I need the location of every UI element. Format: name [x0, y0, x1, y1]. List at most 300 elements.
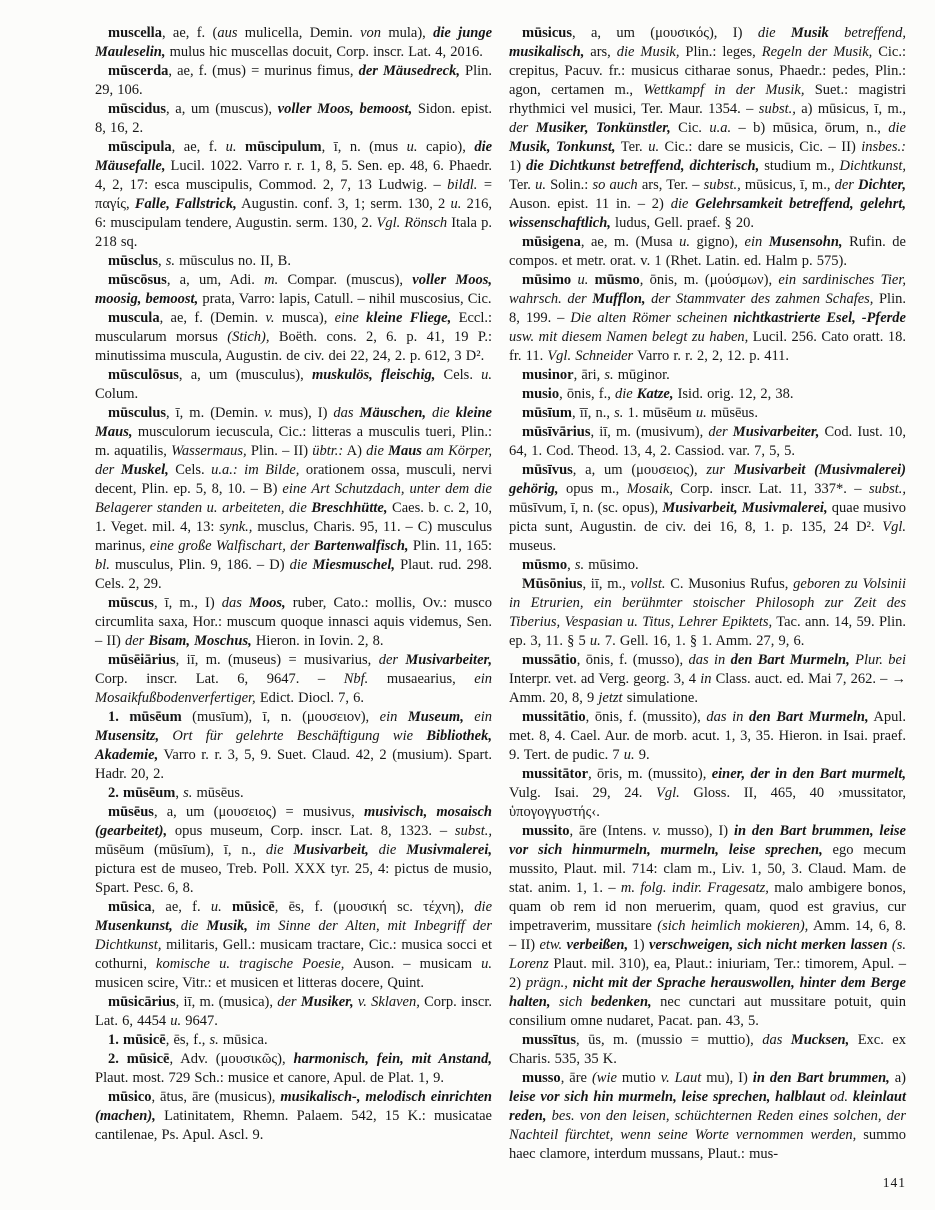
text-run: Miesmuschel, [312, 557, 396, 573]
text-run: mūsimo. [584, 557, 639, 573]
text-run: Bisam, Moschus, [148, 633, 252, 649]
text-run: capio), [417, 139, 475, 155]
text-run: usw. mit diesem Namen belegt zu haben, [509, 329, 749, 345]
text-run: vollst. [630, 576, 666, 592]
text-run: Boëth. cons. 2, 6. p. 41, 19 P.: minutissima muscula, Augustin. de civ. dei 22, 24, 2. p. 612, 3 D². [95, 329, 492, 364]
dictionary-entry [95, 1031, 492, 1050]
text-run: der [509, 120, 536, 136]
text-run: musivisch, mosaisch (gearbeitet), [95, 804, 492, 839]
text-run: Musik [790, 25, 845, 41]
dictionary-entry [95, 594, 492, 651]
text-columns [95, 24, 907, 1164]
text-run: summo haec clamore, interdum mussans, Plaut.: mus- [509, 1127, 906, 1162]
dictionary-entry [509, 461, 906, 556]
text-run: , ī, m., I) [153, 595, 222, 611]
text-run: mussitātio [522, 709, 586, 725]
right-column [509, 24, 906, 1164]
text-run: jetzt [598, 690, 623, 706]
text-run: , āre [560, 1070, 592, 1086]
dictionary-entry [95, 708, 492, 784]
text-run: Eccl.: muscularum morsus [95, 310, 493, 345]
text-run: = παγίς, [95, 177, 492, 212]
text-run: ein [474, 709, 492, 725]
text-run: Compar. (muscus), [278, 272, 413, 288]
text-run: der [708, 424, 733, 440]
text-run: Mufflon, [592, 291, 652, 307]
text-run: die [180, 918, 207, 934]
text-run: die [670, 196, 696, 212]
text-run: mūsigena [522, 234, 581, 250]
text-run: musinor [522, 367, 574, 383]
text-run: subst., [703, 177, 741, 193]
text-run: mutio [621, 1070, 661, 1086]
text-run: Ort für gelehrte Beschäftigung wie [172, 728, 427, 744]
text-run: v. [652, 823, 662, 839]
dictionary-entry [95, 651, 492, 708]
dictionary-entry [509, 385, 906, 404]
text-run: , a, um (musculus), [178, 367, 312, 383]
text-run: subst., [758, 101, 796, 117]
text-run: der [834, 177, 859, 193]
text-run: mūsīvum, ī, n. (sc. opus), [509, 500, 663, 516]
text-run: u. [679, 234, 690, 250]
text-run: in den Bart brummen, leise vor sich hinmurmeln, murmeln, leise sprechen, [509, 823, 906, 858]
text-run: , ae, f. (mus) = murinus fimus, [168, 63, 359, 79]
text-run: so auch [592, 177, 638, 193]
text-run: , a, um, Adi. [166, 272, 265, 288]
text-run: Cod. Iust. 10, 64, 1. Cod. Theod. 13, 4, 2. Cassiod. var. 7, 5, 5. [509, 424, 906, 459]
text-run: Sidon. epist. 8, 16, 2. [95, 101, 493, 136]
text-run: mūsēus. [192, 785, 244, 801]
text-run: Lucil. 1022. Varro r. r. 1, 8, 5. Sen. ep. 48, 6. Phaedr. 4, 2, 17: esca muscipulis, Commod. 2, 7, 13 Ludwig. – [95, 158, 492, 193]
text-run: Maus [388, 443, 427, 459]
text-run: Interpr. vet. ad Verg. georg. 3, 4 [509, 671, 701, 687]
text-run: , ae, m. (Musa [580, 234, 680, 250]
text-run: die [888, 120, 906, 136]
text-run: das in [688, 652, 731, 668]
text-run: geboren zu Volsinii in Etrurien, ein berühmter stoischer Philosoph zur Zeit des Tiberius, Vespasian u. Titus, Lehrer Epiktets, [509, 576, 906, 630]
text-run: mūsīvus [522, 462, 573, 478]
text-run: im Sinne der Alten, mit Inbegriff der Dichtkunst, [95, 918, 493, 953]
text-run: Bartenwalfisch, [313, 538, 409, 554]
text-run: Plin.: leges, [679, 44, 762, 60]
text-run: 1. mūsēum [108, 709, 182, 725]
text-run: Musivarbeit (Musivmalerei) gehörig, [509, 462, 906, 497]
text-run: Katze, [636, 386, 674, 402]
text-run: mūsicārius [108, 994, 176, 1010]
text-run: u. [695, 405, 707, 421]
text-run: Lucil. 256. Cato oratt. 18. fr. 11. [509, 329, 906, 364]
text-run: Suet.: magistri rhythmici vel musici, Ter. Maur. 1354. – [509, 82, 906, 117]
text-run: Apul. met. 8, 4. Cael. Aur. de morb. acut. 1, 3, 35. Hieron. in Isai. praef. 9. Tert. de pudic. 7 [509, 709, 907, 763]
text-run: u. [623, 747, 635, 763]
text-run: nicht mit der Sprache herauswollen, hinter dem Berge halten, [509, 975, 906, 1010]
text-run: (wie [591, 1070, 622, 1086]
text-run: s. [209, 1032, 219, 1048]
text-run: betreffend, [844, 25, 906, 41]
text-run: musicen scire, Vitr.: et musicen et litteras docere, Quint. [95, 975, 425, 991]
text-run: mussito [522, 823, 570, 839]
text-run: u. [535, 177, 546, 193]
text-run: musclus, Charis. 95, 11. – C) musculus marinus, [95, 519, 492, 554]
dictionary-entry [509, 1069, 906, 1164]
text-run: in den Bart brummen, [752, 1070, 890, 1086]
text-run: mūsicus, ī, m., [740, 177, 835, 193]
dictionary-entry [95, 898, 492, 993]
text-run: , Adv. (μουσικῶς), [169, 1051, 294, 1067]
text-run: Ter. [509, 177, 536, 193]
text-run: ego mecum mussito, Plaut. mil. 714: clam m., Liv. 1, 50, 3. Claud. Mam. de stat. anim. 1, 1. – [509, 842, 906, 896]
text-run: Vgl. Schneider [547, 348, 634, 364]
text-run: mūsculus [108, 405, 167, 421]
text-run: Corp. inscr. Lat. 6, 9647. – [95, 671, 344, 687]
left-column [95, 24, 492, 1164]
dictionary-entry [509, 404, 906, 423]
text-run: einer, der in den Bart murmelt, [711, 766, 906, 782]
text-run: , iī, m. (museus) = musivarius, [175, 652, 379, 668]
text-run: eine große Walfischart, der [149, 538, 314, 554]
text-run: , ūs, m. (mussio = muttio), [576, 1032, 763, 1048]
text-run: mūsēus [108, 804, 154, 820]
text-run: , āri, [573, 367, 605, 383]
text-run: Dichter, [858, 177, 906, 193]
text-run: , īī, n., [571, 405, 615, 421]
text-run: den Bart Murmeln, [730, 652, 856, 668]
text-run: s. [604, 367, 614, 383]
text-run: Nbf. [343, 671, 369, 687]
text-run: 7. Gell. 16, 1. § 1. Amm. 27, 9, 6. [600, 633, 805, 649]
text-run: 2. mūsēum [108, 785, 176, 801]
dictionary-entry [95, 993, 492, 1031]
dictionary-entry [509, 556, 906, 575]
text-run: mūsēum (mūsīum), ī, n., [95, 842, 266, 858]
text-run: der [277, 994, 301, 1010]
text-run: u. [648, 139, 660, 155]
text-run: Breschhütte, [311, 500, 388, 516]
text-run: ludus, Gell. praef. § 20. [610, 215, 754, 231]
text-run: den Bart Murmeln, [749, 709, 869, 725]
text-run: Dichtkunst, [839, 158, 906, 174]
text-run: bes. von den leisen, schüchternen Reden eines solchen, der Nachteil fürchtet, wenn seine Worte vernommen werden, [509, 1108, 906, 1143]
text-run: od. [829, 1089, 853, 1105]
dictionary-entry [95, 404, 492, 594]
text-run: ars, [584, 44, 617, 60]
text-run: am Körper, der [95, 443, 492, 478]
text-run: mūsicus [522, 25, 572, 41]
text-run: Caes. b. c. 2, 10, 1. Veget. mil. 4, 13: [95, 500, 492, 535]
text-run: , a, um (μουσειος), [572, 462, 707, 478]
text-run: mūsīvārius [522, 424, 591, 440]
text-run: 2. mūsicē [108, 1051, 170, 1067]
text-run: die [757, 25, 791, 41]
text-run: , iī, m. (musivum), [590, 424, 709, 440]
text-run: nec cunctari aut mussitare potuit, quin consilium omne nudaret, Pacat. pan. 43, 5. [509, 994, 906, 1029]
text-run: die Dichtkunst betreffend, dichterisch, [526, 158, 760, 174]
text-run: Ter. [615, 139, 649, 155]
dictionary-entry [95, 803, 492, 898]
text-run: Musivarbeiter, [405, 652, 492, 668]
text-run: , ātus, āre (musicus), [151, 1089, 281, 1105]
text-run: aus [217, 25, 238, 41]
text-run: Augustin. conf. 3, 1; serm. 130, 2 [236, 196, 451, 212]
dictionary-entry [509, 765, 906, 822]
text-run: , a, um (μουσικός), I) [571, 25, 758, 41]
text-run: mūscōsus [108, 272, 167, 288]
text-run: u. [481, 367, 493, 383]
text-run: Plin. 29, 106. [95, 63, 493, 98]
text-run: Cic.: crepitus, Pacuv. fr.: musicus citharae sonus, Phaedr.: pedes, Plin.: agon, certamen m., [509, 44, 906, 98]
text-run: leise vor sich hin murmeln, leise sprechen, halblaut [509, 1089, 830, 1105]
text-run: Mosaik, [626, 481, 674, 497]
text-run: Auson. epist. 11 in. – 2) [509, 196, 671, 212]
text-run: u. [481, 956, 492, 972]
dictionary-entry [509, 423, 906, 461]
text-run: Regeln der Musik, [761, 44, 873, 60]
text-run: , iī, m., [582, 576, 631, 592]
text-run: m. [264, 272, 279, 288]
text-run: Die alten Römer scheinen [570, 310, 734, 326]
text-run: der Stammvater des zahmen Schafes, [651, 291, 874, 307]
text-run: musculorum iecuscula, Cic.: litteras a musculis tueri, Plin.: m. aquatilis, [95, 424, 492, 459]
text-run: , a, um (μουσειος) = musivus, [153, 804, 364, 820]
text-run: musikalisch, [509, 44, 585, 60]
dictionary-entry [509, 651, 906, 708]
dictionary-entry [509, 822, 906, 1031]
text-run: – b) mūsica, ōrum, n., [731, 120, 889, 136]
text-run: kleine Fliege, [366, 310, 452, 326]
text-run: Musiker, Tonkünstler, [535, 120, 671, 136]
text-run: mula), [381, 25, 434, 41]
text-run: , ōnis, f. (musso), [576, 652, 689, 668]
text-run: Mäuschen, [359, 405, 433, 421]
text-run: mūscipula [108, 139, 172, 155]
text-run: A) [343, 443, 367, 459]
text-run: mussitātor [522, 766, 589, 782]
text-run: mu), I) [706, 1070, 753, 1086]
text-run: (Stich), [227, 329, 270, 345]
text-run: , ae, f. [151, 899, 211, 915]
text-run: u. [170, 1013, 182, 1029]
text-run: (musīum), ī, n. (μουσειον), [181, 709, 380, 725]
dictionary-entry [95, 24, 492, 62]
dictionary-entry [95, 100, 492, 138]
text-run: s. [574, 557, 585, 573]
text-run: die Musik, [616, 44, 680, 60]
text-run: Musivarbeit, Musivmalerei, [662, 500, 828, 516]
text-run: synk., [219, 519, 253, 535]
text-run: die [378, 842, 407, 858]
dictionary-entry [509, 233, 906, 271]
text-run: , ēs, f., [165, 1032, 210, 1048]
text-run: die [265, 842, 294, 858]
text-run: die junge Mauleselin, [95, 25, 493, 60]
text-run: , iī, m. (musica), [175, 994, 278, 1010]
text-run: Cic. [670, 120, 710, 136]
text-run: , a, um (muscus), [166, 101, 278, 117]
text-run: opus m., [558, 481, 627, 497]
text-run: Colum. [95, 386, 139, 402]
text-run: mūsicē [232, 899, 275, 915]
text-run: 1. mūsicē [108, 1032, 166, 1048]
text-run: ruber, Cato.: mollis, Ov.: musco circumlita saxa, Hor.: muscum quoque innasci aquis videmus, Sen. – II) [95, 595, 492, 649]
text-run: orationem ossa, musculi, nervi decent, Plin. ep. 5, 8, 10. – B) [95, 462, 493, 497]
text-run: u.a. [709, 120, 732, 136]
text-run: mulicella, Demin. [237, 25, 361, 41]
text-run: der [378, 652, 406, 668]
text-run: musculus, Plin. 9, 186. – D) [109, 557, 290, 573]
text-run: mūsmo [522, 557, 568, 573]
text-run: Latinitatem, Rhemn. Palaem. 542, 15 K.: musicatae cantilenae, Ps. Apul. Ascl. 9. [95, 1108, 492, 1143]
text-run: , ī, n. (mus [321, 139, 407, 155]
text-run: Mucksen, [790, 1032, 850, 1048]
text-run: ars, Ter. – [637, 177, 704, 193]
text-run: museus. [509, 538, 557, 554]
text-run: 9. [634, 747, 650, 763]
text-run: muskulös, fleischig, [311, 367, 436, 383]
text-run: Corp. inscr. Lat. 11, 337*. – [673, 481, 869, 497]
text-run: v. [264, 405, 274, 421]
text-run: die [366, 443, 389, 459]
text-run: Plin. 11, 165: [408, 538, 492, 554]
text-run: in [700, 671, 712, 687]
text-run: , ae, f. (Demin. [159, 310, 266, 326]
text-run: der Mäusedreck, [358, 63, 460, 79]
text-run: Gloss. II, 465, 40 ›mussitator, ὑπογογγυστής‹. [509, 785, 906, 820]
text-run: ein [379, 709, 408, 725]
text-run: Plaut. most. 729 Sch.: musice et canore, Apul. de Plat. 1, 9. [95, 1070, 445, 1086]
text-run: Isid. orig. 12, 2, 38. [673, 386, 794, 402]
text-run: u. [577, 272, 589, 288]
page-number: 141 [882, 1175, 906, 1190]
text-run: v. [265, 310, 275, 326]
dictionary-entry [95, 138, 492, 252]
text-run: Class. auct. ed. Mai 7, 262. – → Amm. 20, 8, 9 [509, 671, 906, 706]
text-run: Cels. [168, 462, 212, 478]
dictionary-entry [95, 309, 492, 366]
text-run: malo ambigere bonos, quam ob rem id non meruerim, quam, quod est gravius, cur impetraverim, mussitare [509, 880, 906, 934]
text-run: 9647. [181, 1013, 218, 1029]
dictionary-entry [509, 1031, 906, 1069]
text-run [237, 139, 245, 155]
text-run: Muskel, [120, 462, 169, 478]
text-run: mūsīum [522, 405, 572, 421]
text-run: das in [706, 709, 749, 725]
text-run: mūscidus [108, 101, 167, 117]
text-run: mussītus [522, 1032, 576, 1048]
text-run: Exc. ex Charis. 535, 35 K. [509, 1032, 906, 1067]
text-run: Gelehrsamkeit betreffend, gelehrt, wissenschaftlich, [509, 196, 906, 231]
text-run: Solin.: [545, 177, 593, 193]
dictionary-entry [95, 271, 492, 309]
text-run: Mūsōnius [522, 576, 583, 592]
text-run: , ōris, m. (mussito), [588, 766, 712, 782]
text-run: a) [889, 1070, 907, 1086]
text-run: der [125, 633, 149, 649]
text-run: Cels. [435, 367, 482, 383]
text-run [222, 899, 232, 915]
text-run: kleinlaut reden, [509, 1089, 907, 1124]
text-run: mūsculōsus [108, 367, 179, 383]
text-run: Musensohn, [768, 234, 843, 250]
text-run: studium m., [759, 158, 840, 174]
text-run: verschweigen, sich nicht merken lassen [648, 937, 892, 953]
text-run: das [762, 1032, 791, 1048]
text-run: das [221, 595, 249, 611]
text-run: musikalisch-, melodisch einrichten (machen), [95, 1089, 492, 1124]
dictionary-entry [509, 271, 906, 366]
text-run: prata, Varro: lapis, Catull. – nihil muscosius, Cic. [198, 291, 492, 307]
text-run: m. folg. indir. Fragesatz, [620, 880, 769, 896]
text-run: mūsimo [522, 272, 572, 288]
dictionary-entry [509, 708, 906, 765]
text-run: sich [559, 994, 591, 1010]
text-run: u. [406, 139, 418, 155]
dictionary-entry [509, 24, 906, 233]
text-run: Musiker, [300, 994, 358, 1010]
text-run: ein [744, 234, 769, 250]
text-run: Plaut. mil. 310), ea, Plaut.: iniuriam, Ter.: timorem, Apul. – 2) [509, 956, 906, 991]
text-run: opus museum, Corp. inscr. Lat. 8, 1323. – [167, 823, 455, 839]
text-run: Wassermaus, [171, 443, 247, 459]
text-run: musaearius, [368, 671, 475, 687]
text-run: 1) [509, 158, 527, 174]
text-run: die [432, 405, 456, 421]
text-run: Plaut. rud. 298. Cels. 2, 29. [95, 557, 493, 592]
text-run: , ēs, f. (μουσική sc. τέχνη), [274, 899, 475, 915]
text-run: mūsclus [108, 253, 158, 269]
text-run: 1. mūsēum [623, 405, 696, 421]
text-run: ein Mosaikfußbodenverfertiger, [95, 671, 492, 706]
text-run: Falle, Fallstrick, [134, 196, 237, 212]
text-run: Vulg. Isai. 29, 24. [509, 785, 657, 801]
text-run: übtr.: [312, 443, 344, 459]
text-run: u. [589, 633, 601, 649]
text-run: Moos, [249, 595, 286, 611]
text-run: Musik, Tonkunst, [509, 139, 616, 155]
text-run: die Mäusefalle, [95, 139, 493, 174]
text-run: (s. Lorenz [509, 937, 906, 972]
text-run: voller Moos, bemoost, [277, 101, 413, 117]
text-run: u. [450, 196, 462, 212]
dictionary-entry [95, 1050, 492, 1088]
text-run: mūscipulum [245, 139, 322, 155]
text-run: muscula [108, 310, 160, 326]
text-run: insbes.: [861, 139, 906, 155]
text-run: mūsēiārius [108, 652, 176, 668]
text-run: Musivarbeit, [293, 842, 379, 858]
text-run: harmonisch, fein, mit Anstand, [293, 1051, 492, 1067]
text-run: Plin. 8, 199. – [509, 291, 906, 326]
dictionary-entry [95, 784, 492, 803]
text-run: muscella [108, 25, 162, 41]
text-run: Plur. bei [855, 652, 907, 668]
text-run: Varro r. r. 2, 2, 12. p. 411. [633, 348, 790, 364]
text-run: , ōnis, m. (μούσμων), [639, 272, 779, 288]
dictionary-entry [509, 575, 906, 651]
text-run: musca), [274, 310, 335, 326]
text-run: musso [522, 1070, 561, 1086]
dictionary-entry [95, 62, 492, 100]
text-run: s. [165, 253, 175, 269]
text-run: v. Sklaven, [357, 994, 420, 1010]
text-run: Musensitz, [95, 728, 173, 744]
text-run: Itala p. 218 sq. [95, 215, 492, 250]
text-run: Tac. ann. 14, 59. Plin. ep. 3, 11. § 5 [509, 614, 906, 649]
text-run: u. [210, 899, 222, 915]
text-run: das [333, 405, 360, 421]
text-run: mūsculus no. II, B. [175, 253, 291, 269]
text-run: bl. [95, 557, 110, 573]
